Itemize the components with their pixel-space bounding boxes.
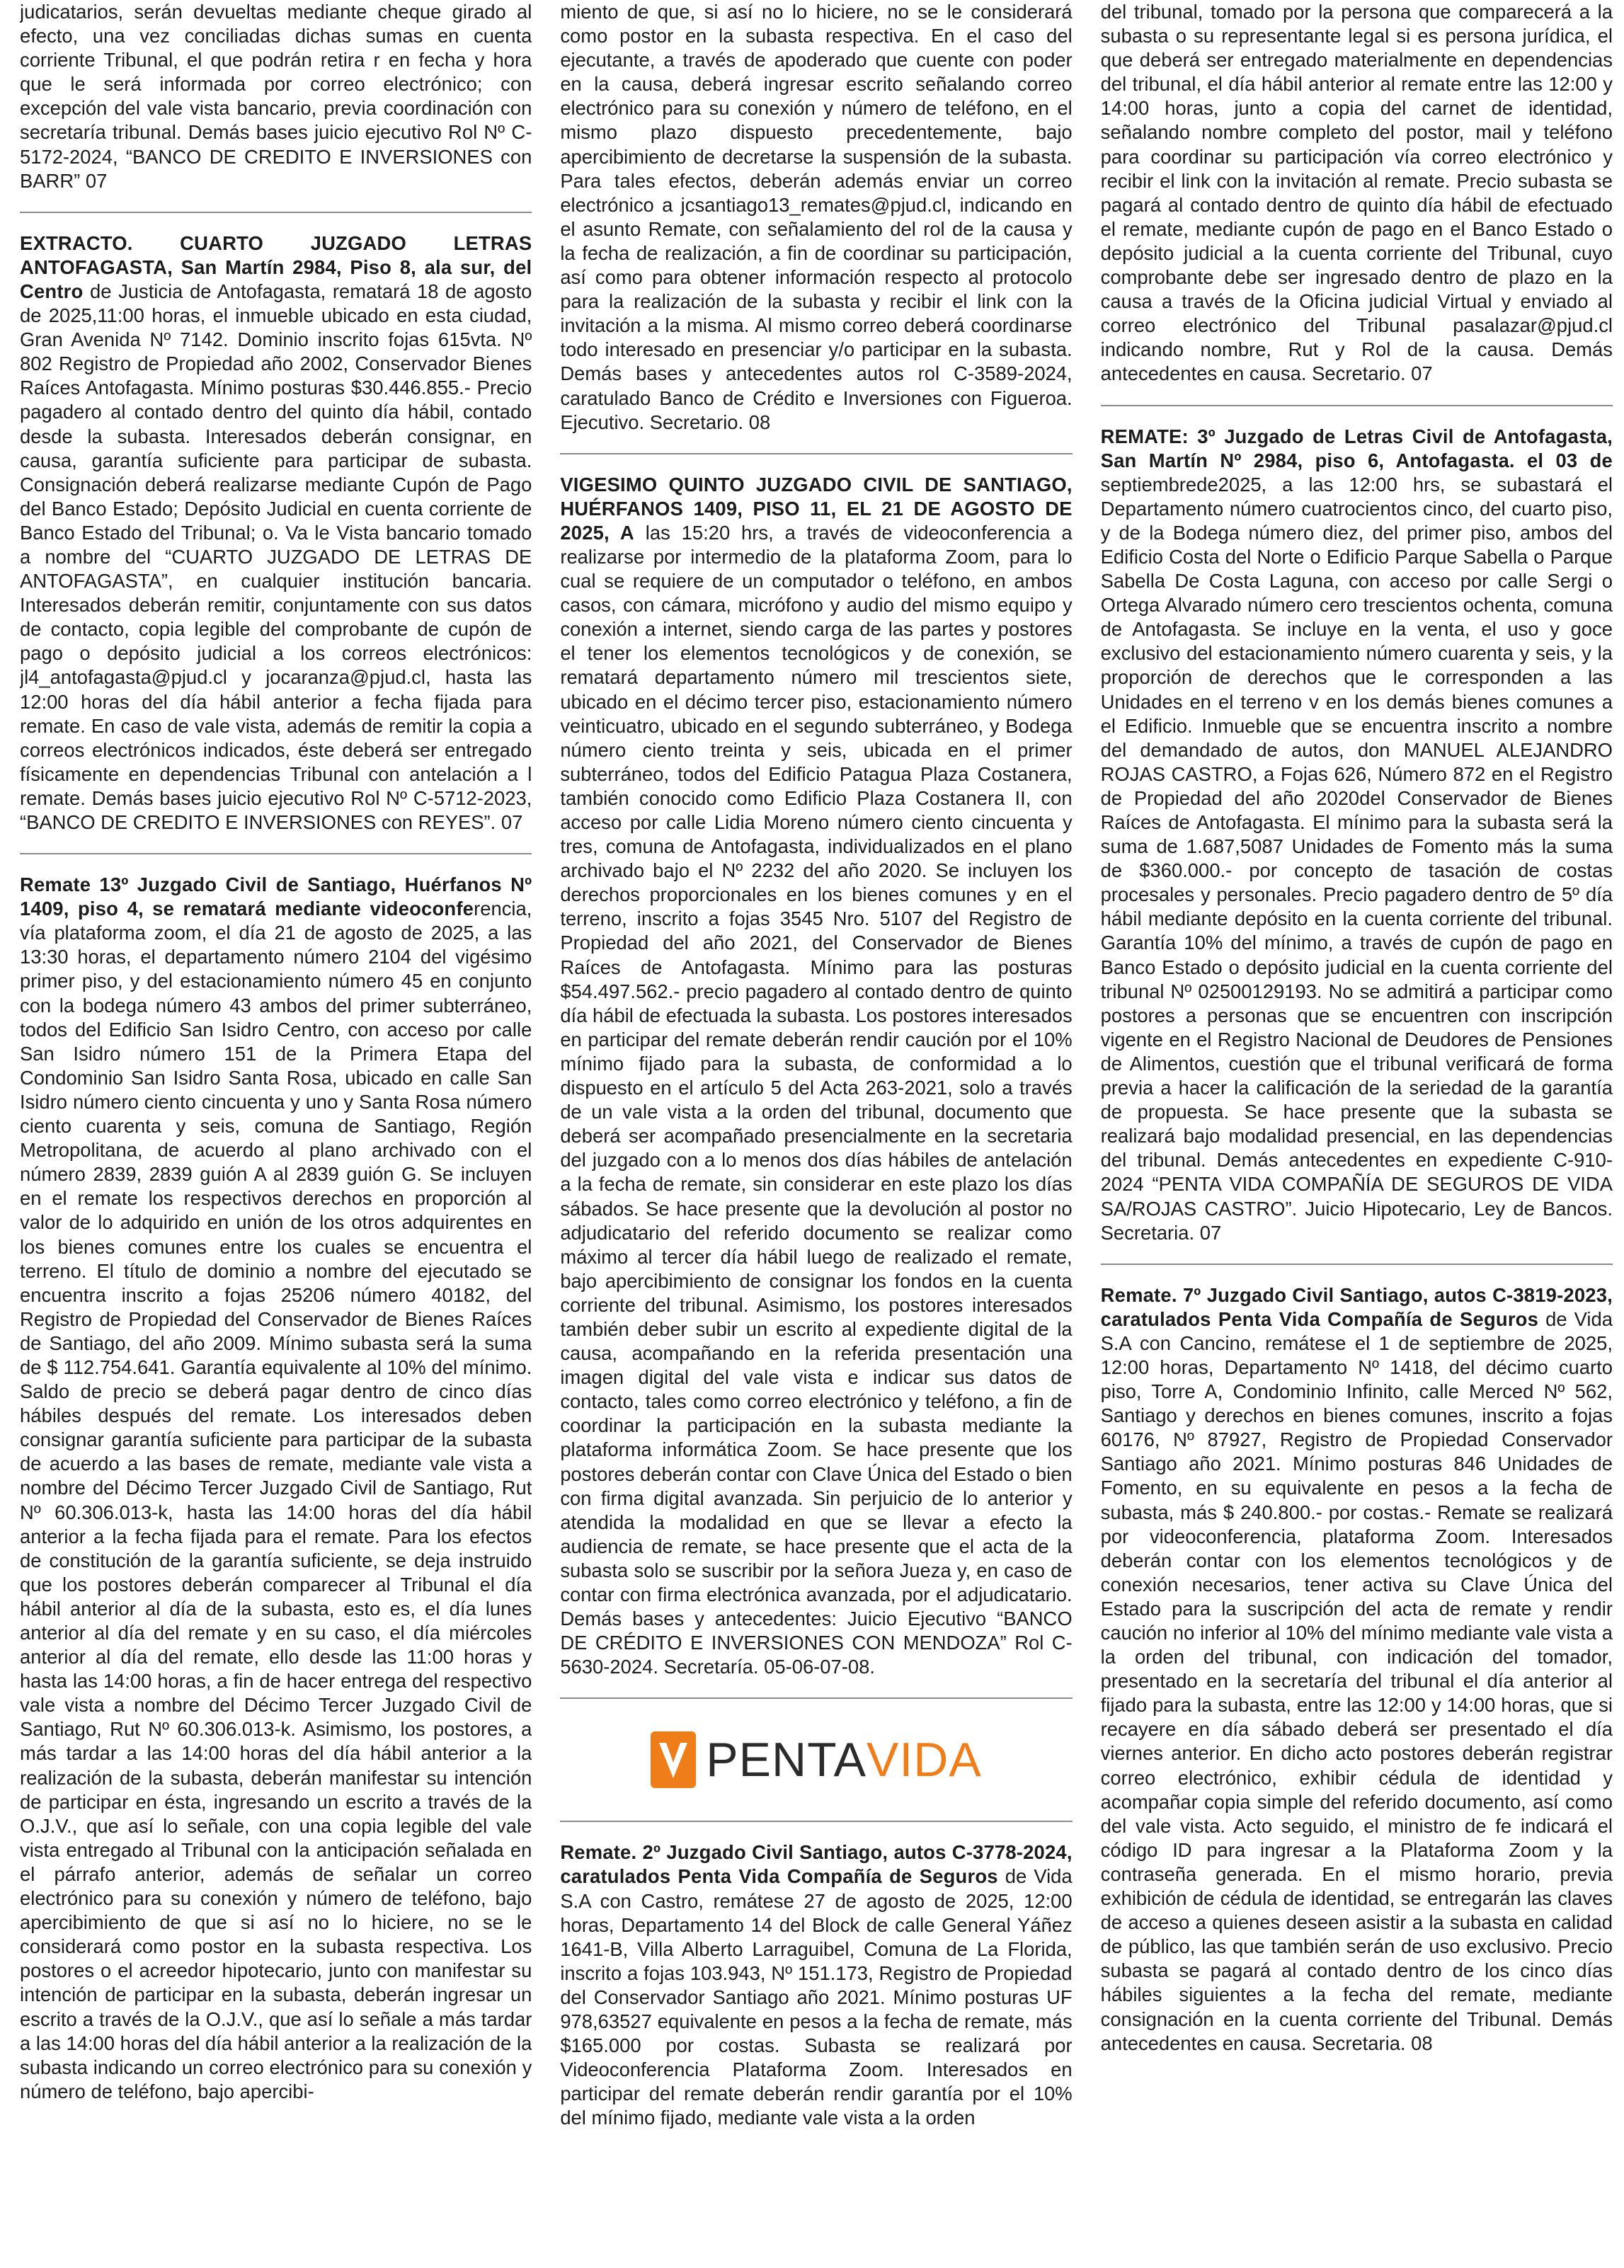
- logo-penta-text: PENTA: [706, 1733, 867, 1787]
- penta-vida-logo-icon: [651, 1731, 696, 1788]
- divider: [560, 1697, 1072, 1699]
- notice-heading: EXTRACTO. CUARTO JUZGADO LETRAS ANTOFAGASTA, San Martín 2984, Piso 8, ala sur, del Centro: [20, 231, 532, 302]
- notice-continuation: [560, 0, 1072, 435]
- notice-3-juzgado-antofagasta: [1101, 425, 1613, 1245]
- notice-2-juzgado-santiago: [560, 1840, 1072, 2130]
- divider: [560, 453, 1072, 454]
- divider: [20, 853, 532, 854]
- divider: [20, 212, 532, 213]
- notice-25-juzgado-santiago: [560, 473, 1072, 1680]
- notice-continuation: [20, 0, 532, 193]
- notice-continuation: [1101, 0, 1613, 386]
- notice-heading: VIGESIMO QUINTO JUZGADO CIVIL DE SANTIAGO, HUÉRFANOS 1409, PISO 11, EL 21 DE AGOSTO DE 2025, A: [560, 473, 1073, 544]
- notice-text: septiembrede2025, a las 12:00 hrs, se subastará el Departamento número cuatrocientos cinco, del cuarto piso, y de la Bodega número diez, del primer piso, ambos del Edificio Costa del Norte o Edificio Parque Sabella o Parque Sabella De Costa Laguna, con acceso por calle Sergi o Ortega Alvarado número cero trescientos ochenta, comuna de Antofagasta. Se incluye en la venta, el uso y goce exclusivo del estacionamiento número cuarenta y seis, y la proporción de derechos que le corresponden a las Unidades en el terreno v en los demás bienes comunes a el Edificio. Inmueble que se encuentra inscrito a nombre del demandado de autos, don MANUEL ALEJANDRO ROJAS CASTRO, a Fojas 626, Número 872 en el Registro de Propiedad del año 2020del Conservador de Bienes Raíces de Antofagasta. El mínimo para la subasta será la suma de 1.687,5087 Unidades de Fomento más la suma de $360.000.- por concepto de tasación de costas procesales y personales. Precio pagadero dentro de 5º día hábil mediante depósito en la cuenta corriente del tribunal. Garantía 10% del mínimo, a través de cupón de pago en Banco Estado o depósito judicial en la cuenta corriente del tribunal Nº 02500129193. No se admitirá a participar como postores a personas que se encuentren con inscripción vigente en el Registro Nacional de Deudores de Pensiones de Alimentos, cuestión que el tribunal verificará de forma previa a hacer la calificación de la seriedad de la garantía de propuesta. Se hace presente que la subasta se realizará bajo modalidad presencial, en las dependencias del tribunal. Demás antecedentes en expediente C-910-2024 “PENTA VIDA COMPAÑÍA DE SEGUROS DE VIDA SA/ROJAS CASTRO”. Juicio Hipotecario, Ley de Bancos. Secretaria. 07: [1100, 473, 1613, 1244]
- notice-cuarto-juzgado-antofagasta: [20, 231, 532, 835]
- divider: [1101, 405, 1613, 406]
- notice-text: de Vida S.A con Cancino, remátese el 1 de septiembre de 2025, 12:00 horas, Departamento Nº 1418, del décimo cuarto piso, Torre A, Condominio Infinito, calle Merced Nº 562, Santiago y derechos en bienes comunes, inscrito a fojas 60176, Nº 87927, Registro de Propiedad Conservador Santiago año 2021. Mínimo posturas 846 Unidades de Fomento, en su equivalente en pesos a la fecha de subasta, más $ 240.800.- por costas.- Remate se realizará por videoconferencia, plataforma Zoom. Interesados deberán contar con los elementos tecnológicos y de conexión necesarios, tener activa su Clave Única del Estado para la suscripción del acta de remate y rendir caución no inferior al 10% del mínimo mediante vale vista a la orden del tribunal, con indicación del tomador, presentado en la secretaría del tribunal el día anterior al fijado para la subasta, entre las 12:00 y 14:00 horas, que si recayere en día sábado deberá ser presentado el día viernes anterior. En dicho acto postores deberán registrar correo electrónico, exhibir cédula de identidad y acompañar copia simple del referido documento, así como del vale vista. Acto seguido, el ministro de fe indicará el código ID para ingresar a la Plataforma Zoom y la contraseña generada. En el mismo horario, previa exhibición de cédula de identidad, se entregarán las claves de acceso a quienes deseen asistir a la subasta en calidad de público, las que también serán de uso exclusivo. Precio subasta se pagará al contado dentro de los cinco días hábiles siguientes a la fecha del remate, mediante consignación en la cuenta corriente del Tribunal. Demás antecedentes en causa. Secretaria. 08: [1100, 1307, 1613, 2054]
- notice-text: rencia, vía plataforma zoom, el día 21 de agosto de 2025, a las 13:30 horas, el departamento número 2104 del vigésimo primer piso, y del estacionamiento número 45 en conjunto con la bodega número 43 ambos del primer subterráneo, todos del Edificio San Isidro Centro, con acceso por calle San Isidro número 151 de la Primera Etapa del Condominio San Isidro Santa Rosa, ubicado en calle San Isidro número ciento cincuenta y uno y Santa Rosa número ciento cuarenta y seis, comuna de Santiago, Región Metropolitana, de acuerdo al plano archivado con el número 2839, 2839 guión A al 2839 guión G. Se incluyen en el remate los respectivos derechos en proporción al valor de lo adquirido en unión de los otros adquirentes en los bienes comunes entre los cuales se encuentra el terreno. El título de dominio a nombre del ejecutado se encuentra inscrito a fojas 25206 número 40182, del Registro de Propiedad del Conservador de Bienes Raíces de Santiago, del año 2009. Mínimo subasta será la suma de $ 112.754.641. Garantía equivalente al 10% del mínimo. Saldo de precio se deberá pagar dentro de cinco días hábiles después del remate. Los interesados deben consignar garantía suficiente para participar de la subasta de acuerdo a las bases de remate, mediante vale vista a nombre del Décimo Tercer Juzgado Civil de Santiago, Rut Nº 60.306.013-k, hasta las 14:00 horas del día hábil anterior a la fecha fijada para el remate. Para los efectos de constitución de la garantía suficiente, se deja instruido que los postores deberán comparecer al Tribunal el día hábil anterior al día de la subasta, esto es, el día lunes anterior al día del remate y en su caso, el día miércoles anterior al día del remate, ello desde las 11:00 horas y hasta las 14:00 horas, a fin de hacer entrega del respectivo vale vista a nombre del Décimo Tercer Juzgado Civil de Santiago, Rut Nº 60.306.013-k. Asimismo, los postores, a más tardar a las 14:00 horas del día hábil anterior a la realización de la subasta, deberán manifestar su intención de participar en ésta, ingresando un escrito a través de la O.J.V., que así lo señale, con una copia legible del vale vista entregado al Tribunal con la anticipación señalada en el párrafo anterior, además de señalar un correo electrónico para su conexión y número de teléfono, bajo apercibimiento de que si así no lo hiciere, no se le considerará como postor en la subasta respectiva. Los postores o el acreedor hipotecario, junto con manifestar su intención de participar en la subasta, deberán ingresar un escrito a través de la O.J.V., que así lo señale a más tardar a las 14:00 horas del día hábil anterior a la realización de la subasta indicando un correo electrónico para su conexión y número de teléfono, bajo apercibi-: [20, 898, 532, 2102]
- notice-text: del tribunal, tomado por la persona que comparecerá a la subasta o su representante legal si es persona jurídica, el que deberá ser entregado materialmente en dependencias del tribunal, el día hábil anterior al remate entre las 12:00 y 14:00 horas, junto a copia del carnet de identidad, señalando nombre completo del postor, mail y teléfono para coordinar su participación vía correo electrónico y recibir el link con la invitación al remate. Precio subasta se pagará al contado dentro de quinto día hábil de efectuado el remate, mediante cupón de pago en el Banco Estado o depósito judicial a la cuenta corriente del Tribunal, cuyo comprobante debe ser ingresado dentro de plazo en la causa a través de la Oficina judicial Virtual y enviado al correo electrónico del Tribunal pasalazar@pjud.cl indicando nombre, Rut y Rol de la causa. Demás antecedentes en causa. Secretario. 07: [1100, 1, 1613, 385]
- notice-heading: REMATE: 3º Juzgado de Letras Civil de Antofagasta, San Martín Nº 2984, piso 6, Antofagasta. el 03 de: [1100, 425, 1613, 471]
- notice-heading: Remate 13º Juzgado Civil de Santiago, Huérfanos Nº 1409, piso 4, se rematará mediante videoconfe: [20, 874, 532, 920]
- column-left: [20, 0, 532, 2268]
- notice-text: miento de que, si así no lo hiciere, no se le considerará como postor en la subasta respectiva. En el caso del ejecutante, a través de apoderado que cuente con poder en la causa, deberá ingresar escrito señalando correo electrónico para su conexión y número de teléfono, en el mismo plazo dispuesto precedentemente, bajo apercibimiento de decretarse la suspensión de la subasta. Para tales efectos, deberán además enviar un correo electrónico a jcsantiago13_remates@pjud.cl, indicando en el asunto Remate, con señalamiento del rol de la causa y la fecha de realización, a fin de coordinar su participación, así como para obtener información respecto al protocolo para la realización de la subasta y recibir el link con la invitación a la misma. Al mismo correo deberá coordinarse todo interesado en presenciar y/o participar en la subasta. Demás bases y antecedentes autos rol C-3589-2024, caratulado Banco de Crédito e Inversiones con Figueroa. Ejecutivo. Secretario. 08: [560, 1, 1073, 433]
- logo-wordmark: [706, 1732, 981, 1787]
- logo-vida-text: VIDA: [866, 1733, 982, 1787]
- notice-7-juzgado-santiago: [1101, 1283, 1613, 2056]
- column-middle: [560, 0, 1072, 2268]
- divider: [1101, 1264, 1613, 1265]
- divider: [560, 1821, 1072, 1822]
- logo-v-shape: [651, 1731, 696, 1788]
- notice-text: judicatarios, serán devueltas mediante cheque girado al efecto, una vez conciliadas dichas sumas en cuenta corriente Tribunal, el que podrán retira r en fecha y hora que le será informada por correo electrónico; con excepción del vale vista bancario, previa coordinación con secretaría tribunal. Demás bases juicio ejecutivo Rol Nº C-5172-2024, “BANCO DE CREDITO E INVERSIONES con BARR” 07: [20, 1, 532, 192]
- notice-13-juzgado-santiago: [20, 873, 532, 2104]
- penta-vida-logo: [560, 1717, 1072, 1802]
- notice-text: de Justicia de Antofagasta, rematará 18 de agosto de 2025,11:00 horas, el inmueble ubicado en esta ciudad, Gran Avenida Nº 7142. Dominio inscrito fojas 615vta. Nº 802 Registro de Propiedad año 2002, Conservador Bienes Raíces Antofagasta. Mínimo posturas $30.446.855.- Precio pagadero al contado dentro del quinto día hábil, contado desde la subasta. Interesados deberán consignar, en causa, garantía suficiente para participar de subasta. Consignación deberá realizarse mediante Cupón de Pago del Banco Estado; Depósito Judicial en cuenta corriente de Banco Estado del Tribunal; o. Va le Vista bancario tomado a nombre del “CUARTO JUZGADO DE LETRAS DE ANTOFAGASTA”, en cualquier institución bancaria. Interesados deberán remitir, conjuntamente con sus datos de contacto, copia legible del comprobante de cupón de pago o depósito judicial a los correos electrónicos: jl4_antofagasta@pjud.cl y jocaranza@pjud.cl, hasta las 12:00 horas del día hábil anterior a fecha fijada para remate. En caso de vale vista, además de remitir la copia a correos electrónicos indicados, éste deberá ser entregado físicamente en dependencias Tribunal con antelación a l remate. Demás bases juicio ejecutivo Rol Nº C-5712-2023, “BANCO DE CREDITO E INVERSIONES con REYES”. 07: [20, 280, 532, 833]
- notice-text: las 15:20 hrs, a través de videoconferencia a realizarse por intermedio de la plataforma Zoom, para lo cual se requiere de un computador o teléfono, en ambos casos, con cámara, micrófono y audio del mismo equipo y conexión a internet, siendo carga de las partes y postores el tener los elementos tecnológicos y de conexión, se rematará departamento número mil trescientos siete, ubicado en el décimo tercer piso, estacionamiento número veinticuatro, ubicado en el segundo subterráneo, y Bodega número ciento treinta y seis, ubicada en el primer subterráneo, todos del Edificio Patagua Plaza Costanera, también conocido como Edificio Plaza Costanera II, con acceso por calle Lidia Moreno número ciento cincuenta y tres, comuna de Antofagasta, individualizados en el plano archivado bajo el Nº 2232 del año 2020. Se incluyen los derechos proporcionales en los bienes comunes y en el terreno, inscrito a fojas 3545 Nro. 5107 del Registro de Propiedad del año 2021, del Conservador de Bienes Raíces de Antofagasta. Mínimo para las posturas $54.497.562.- precio pagadero al contado dentro de quinto día hábil de efectuada la subasta. Los postores interesados en participar del remate deberán rendir caución por el 10% mínimo fijado para la subasta, de conformidad a lo dispuesto en el artículo 5 del Acta 263-2021, solo a través de un vale vista a la orden del tribunal, documento que deberá ser acompañado presencialmente en la secretaria del juzgado con a lo menos dos días hábiles de antelación a la fecha de remate, sin considerar en este plazo los días sábados. Se hace presente que la devolución al postor no adjudicatario del referido documento se realizar como máximo al tercer día hábil luego de realizado el remate, bajo apercibimiento de consignar los fondos en la cuenta corriente del tribunal. Asimismo, los postores interesados también deber subir un escrito al expediente digital de la causa, acompañando en la referida presentación una imagen digital del vale vista e indicar sus datos de contacto, tales como correo electrónico y teléfono, a fin de coordinar la participación en la subasta mediante la plataforma informática Zoom. Se hace presente que los postores deberán contar con Clave Única del Estado o bien con firma digital avanzada. Sin perjuicio de lo anterior y atendida la modalidad en que se llevar a efecto la audiencia de remate, se hace presente que el acta de la subasta solo se suscribir por la señora Jueza y, en caso de contar con firma electrónica avanzada, por el adjudicatario. Demás bases y antecedentes: Juicio Ejecutivo “BANCO DE CRÉDITO E INVERSIONES CON MENDOZA” Rol C-5630-2024. Secretaría. 05-06-07-08.: [560, 521, 1073, 1678]
- notice-heading: Remate. 2º Juzgado Civil Santiago, autos C-3778-2024, caratulados Penta Vida Compañía de Seguros: [560, 1841, 1073, 1888]
- notice-text: de Vida S.A con Castro, remátese 27 de agosto de 2025, 12:00 horas, Departamento 14 del Block de calle General Yáñez 1641-B, Villa Alberto Larraguibel, Comuna de La Florida, inscrito a fojas 103.943, Nº 151.173, Registro de Propiedad del Conservador Santiago año 2021. Mínimo posturas UF 978,63527 equivalente en pesos a la fecha de remate, más $165.000 por costas. Subasta se realizará por Videoconferencia Plataforma Zoom. Interesados en participar del remate deberán rendir garantía por el 10% del mínimo fijado, mediante vale vista a la orden: [560, 1865, 1073, 2129]
- notice-heading: Remate. 7º Juzgado Civil Santiago, autos C-3819-2023, caratulados Penta Vida Compañía de Seguros: [1100, 1283, 1613, 1330]
- column-right: [1101, 0, 1613, 2268]
